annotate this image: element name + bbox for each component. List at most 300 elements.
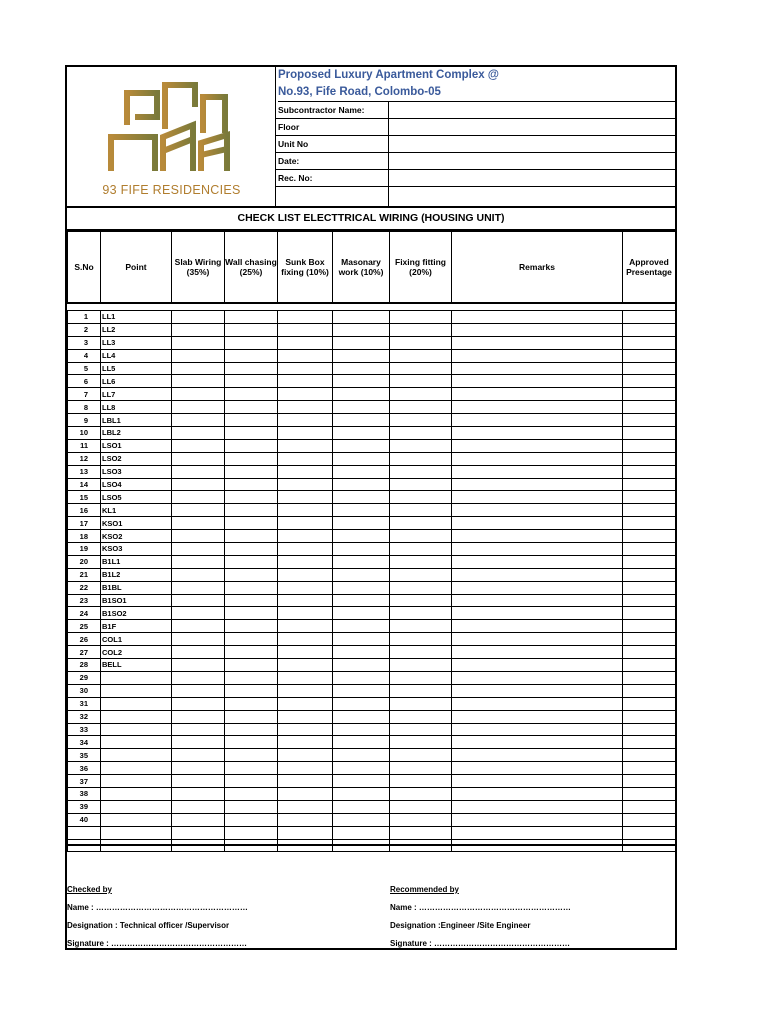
row-sno: 34 bbox=[68, 736, 101, 749]
cell-remarks[interactable] bbox=[452, 826, 623, 839]
cell-approved[interactable] bbox=[623, 581, 676, 594]
cell-approved[interactable] bbox=[623, 607, 676, 620]
cell-slab-wiring[interactable] bbox=[172, 504, 225, 517]
cell-masonary[interactable] bbox=[333, 362, 390, 375]
cell-sunk-box[interactable] bbox=[278, 826, 333, 839]
cell-remarks[interactable] bbox=[452, 749, 623, 762]
cell-masonary[interactable] bbox=[333, 517, 390, 530]
cell-remarks[interactable] bbox=[452, 697, 623, 710]
cell-fixing-fitting[interactable] bbox=[390, 659, 452, 672]
cell-slab-wiring[interactable] bbox=[172, 362, 225, 375]
cell-fixing-fitting[interactable] bbox=[390, 504, 452, 517]
cell-sunk-box[interactable] bbox=[278, 813, 333, 826]
cell-slab-wiring[interactable] bbox=[172, 465, 225, 478]
cell-fixing-fitting[interactable] bbox=[390, 684, 452, 697]
cell-slab-wiring[interactable] bbox=[172, 607, 225, 620]
cell-slab-wiring[interactable] bbox=[172, 710, 225, 723]
cell-slab-wiring[interactable] bbox=[172, 517, 225, 530]
cell-wall-chasing[interactable] bbox=[225, 517, 278, 530]
cell-remarks[interactable] bbox=[452, 349, 623, 362]
cell-approved[interactable] bbox=[623, 517, 676, 530]
cell-wall-chasing[interactable] bbox=[225, 620, 278, 633]
cell-sunk-box[interactable] bbox=[278, 581, 333, 594]
cell-slab-wiring[interactable] bbox=[172, 427, 225, 440]
cell-approved[interactable] bbox=[623, 813, 676, 826]
cell-approved[interactable] bbox=[623, 465, 676, 478]
cell-masonary[interactable] bbox=[333, 684, 390, 697]
cell-approved[interactable] bbox=[623, 311, 676, 324]
cell-wall-chasing[interactable] bbox=[225, 362, 278, 375]
cell-masonary[interactable] bbox=[333, 633, 390, 646]
cell-approved[interactable] bbox=[623, 439, 676, 452]
cell-fixing-fitting[interactable] bbox=[390, 311, 452, 324]
cell-slab-wiring[interactable] bbox=[172, 543, 225, 556]
cell-masonary[interactable] bbox=[333, 671, 390, 684]
cell-masonary[interactable] bbox=[333, 336, 390, 349]
cell-wall-chasing[interactable] bbox=[225, 813, 278, 826]
cell-remarks[interactable] bbox=[452, 723, 623, 736]
cell-sunk-box[interactable] bbox=[278, 620, 333, 633]
cell-wall-chasing[interactable] bbox=[225, 401, 278, 414]
cell-approved[interactable] bbox=[623, 659, 676, 672]
cell-slab-wiring[interactable] bbox=[172, 452, 225, 465]
cell-fixing-fitting[interactable] bbox=[390, 607, 452, 620]
cell-approved[interactable] bbox=[623, 775, 676, 788]
cell-approved[interactable] bbox=[623, 633, 676, 646]
cell-fixing-fitting[interactable] bbox=[390, 349, 452, 362]
cell-fixing-fitting[interactable] bbox=[390, 813, 452, 826]
cell-remarks[interactable] bbox=[452, 620, 623, 633]
cell-fixing-fitting[interactable] bbox=[390, 723, 452, 736]
cell-wall-chasing[interactable] bbox=[225, 478, 278, 491]
cell-sunk-box[interactable] bbox=[278, 684, 333, 697]
cell-slab-wiring[interactable] bbox=[172, 336, 225, 349]
table-row bbox=[68, 775, 676, 788]
cell-slab-wiring[interactable] bbox=[172, 414, 225, 427]
cell-sunk-box[interactable] bbox=[278, 659, 333, 672]
cell-approved[interactable] bbox=[623, 620, 676, 633]
cell-approved[interactable] bbox=[623, 362, 676, 375]
cell-slab-wiring[interactable] bbox=[172, 620, 225, 633]
cell-approved[interactable] bbox=[623, 491, 676, 504]
cell-remarks[interactable] bbox=[452, 375, 623, 388]
cell-fixing-fitting[interactable] bbox=[390, 646, 452, 659]
cell-slab-wiring[interactable] bbox=[172, 568, 225, 581]
cell-approved[interactable] bbox=[623, 478, 676, 491]
cell-remarks[interactable] bbox=[452, 323, 623, 336]
cell-wall-chasing[interactable] bbox=[225, 710, 278, 723]
cell-masonary[interactable] bbox=[333, 762, 390, 775]
cell-approved[interactable] bbox=[623, 349, 676, 362]
cell-masonary[interactable] bbox=[333, 787, 390, 800]
cell-approved[interactable] bbox=[623, 787, 676, 800]
cell-masonary[interactable] bbox=[333, 452, 390, 465]
cell-masonary[interactable] bbox=[333, 607, 390, 620]
cell-approved[interactable] bbox=[623, 336, 676, 349]
cell-sunk-box[interactable] bbox=[278, 401, 333, 414]
cell-slab-wiring[interactable] bbox=[172, 787, 225, 800]
cell-fixing-fitting[interactable] bbox=[390, 736, 452, 749]
cell-approved[interactable] bbox=[623, 375, 676, 388]
cell-sunk-box[interactable] bbox=[278, 710, 333, 723]
cell-wall-chasing[interactable] bbox=[225, 323, 278, 336]
cell-remarks[interactable] bbox=[452, 530, 623, 543]
cell-remarks[interactable] bbox=[452, 710, 623, 723]
cell-slab-wiring[interactable] bbox=[172, 762, 225, 775]
cell-remarks[interactable] bbox=[452, 800, 623, 813]
cell-sunk-box[interactable] bbox=[278, 375, 333, 388]
cell-wall-chasing[interactable] bbox=[225, 452, 278, 465]
cell-remarks[interactable] bbox=[452, 607, 623, 620]
cell-remarks[interactable] bbox=[452, 671, 623, 684]
cell-masonary[interactable] bbox=[333, 401, 390, 414]
cell-sunk-box[interactable] bbox=[278, 646, 333, 659]
cell-approved[interactable] bbox=[623, 568, 676, 581]
cell-masonary[interactable] bbox=[333, 530, 390, 543]
cell-masonary[interactable] bbox=[333, 543, 390, 556]
cell-approved[interactable] bbox=[623, 388, 676, 401]
cell-remarks[interactable] bbox=[452, 787, 623, 800]
cell-approved[interactable] bbox=[623, 594, 676, 607]
cell-wall-chasing[interactable] bbox=[225, 414, 278, 427]
cell-wall-chasing[interactable] bbox=[225, 465, 278, 478]
cell-remarks[interactable] bbox=[452, 362, 623, 375]
cell-approved[interactable] bbox=[623, 710, 676, 723]
cell-slab-wiring[interactable] bbox=[172, 633, 225, 646]
cell-approved[interactable] bbox=[623, 826, 676, 839]
cell-sunk-box[interactable] bbox=[278, 414, 333, 427]
cell-approved[interactable] bbox=[623, 323, 676, 336]
cell-fixing-fitting[interactable] bbox=[390, 543, 452, 556]
cell-masonary[interactable] bbox=[333, 414, 390, 427]
cell-remarks[interactable] bbox=[452, 775, 623, 788]
cell-approved[interactable] bbox=[623, 452, 676, 465]
cell-approved[interactable] bbox=[623, 427, 676, 440]
cell-sunk-box[interactable] bbox=[278, 517, 333, 530]
cell-sunk-box[interactable] bbox=[278, 504, 333, 517]
cell-wall-chasing[interactable] bbox=[225, 543, 278, 556]
cell-wall-chasing[interactable] bbox=[225, 787, 278, 800]
cell-slab-wiring[interactable] bbox=[172, 826, 225, 839]
cell-fixing-fitting[interactable] bbox=[390, 620, 452, 633]
cell-wall-chasing[interactable] bbox=[225, 646, 278, 659]
cell-sunk-box[interactable] bbox=[278, 800, 333, 813]
cell-fixing-fitting[interactable] bbox=[390, 762, 452, 775]
cell-remarks[interactable] bbox=[452, 555, 623, 568]
cell-slab-wiring[interactable] bbox=[172, 684, 225, 697]
cell-remarks[interactable] bbox=[452, 401, 623, 414]
cell-wall-chasing[interactable] bbox=[225, 633, 278, 646]
cell-wall-chasing[interactable] bbox=[225, 581, 278, 594]
cell-wall-chasing[interactable] bbox=[225, 555, 278, 568]
cell-masonary[interactable] bbox=[333, 323, 390, 336]
cell-wall-chasing[interactable] bbox=[225, 375, 278, 388]
cell-wall-chasing[interactable] bbox=[225, 684, 278, 697]
cell-approved[interactable] bbox=[623, 543, 676, 556]
rec-field[interactable] bbox=[388, 170, 677, 186]
subcontractor-field[interactable] bbox=[388, 102, 677, 118]
cell-fixing-fitting[interactable] bbox=[390, 555, 452, 568]
cell-remarks[interactable] bbox=[452, 581, 623, 594]
cell-wall-chasing[interactable] bbox=[225, 504, 278, 517]
cell-fixing-fitting[interactable] bbox=[390, 710, 452, 723]
cell-sunk-box[interactable] bbox=[278, 427, 333, 440]
cell-slab-wiring[interactable] bbox=[172, 401, 225, 414]
cell-sunk-box[interactable] bbox=[278, 491, 333, 504]
cell-fixing-fitting[interactable] bbox=[390, 452, 452, 465]
cell-remarks[interactable] bbox=[452, 684, 623, 697]
cell-remarks[interactable] bbox=[452, 465, 623, 478]
cell-wall-chasing[interactable] bbox=[225, 568, 278, 581]
cell-wall-chasing[interactable] bbox=[225, 427, 278, 440]
cell-wall-chasing[interactable] bbox=[225, 491, 278, 504]
cell-wall-chasing[interactable] bbox=[225, 800, 278, 813]
cell-fixing-fitting[interactable] bbox=[390, 478, 452, 491]
cell-remarks[interactable] bbox=[452, 517, 623, 530]
cell-masonary[interactable] bbox=[333, 749, 390, 762]
cell-slab-wiring[interactable] bbox=[172, 723, 225, 736]
recommended-by-name[interactable]: Name : ………………………………………………… bbox=[390, 903, 571, 912]
cell-fixing-fitting[interactable] bbox=[390, 491, 452, 504]
cell-sunk-box[interactable] bbox=[278, 555, 333, 568]
cell-remarks[interactable] bbox=[452, 659, 623, 672]
cell-masonary[interactable] bbox=[333, 427, 390, 440]
cell-masonary[interactable] bbox=[333, 736, 390, 749]
cell-remarks[interactable] bbox=[452, 504, 623, 517]
cell-remarks[interactable] bbox=[452, 762, 623, 775]
cell-approved[interactable] bbox=[623, 762, 676, 775]
cell-wall-chasing[interactable] bbox=[225, 775, 278, 788]
cell-wall-chasing[interactable] bbox=[225, 736, 278, 749]
cell-sunk-box[interactable] bbox=[278, 697, 333, 710]
cell-masonary[interactable] bbox=[333, 568, 390, 581]
cell-masonary[interactable] bbox=[333, 388, 390, 401]
cell-masonary[interactable] bbox=[333, 311, 390, 324]
recommended-by-signature[interactable]: Signature : …………………………………………… bbox=[390, 939, 571, 948]
floor-field[interactable] bbox=[388, 119, 677, 135]
cell-approved[interactable] bbox=[623, 414, 676, 427]
cell-wall-chasing[interactable] bbox=[225, 439, 278, 452]
cell-masonary[interactable] bbox=[333, 349, 390, 362]
cell-approved[interactable] bbox=[623, 736, 676, 749]
cell-masonary[interactable] bbox=[333, 465, 390, 478]
cell-fixing-fitting[interactable] bbox=[390, 323, 452, 336]
cell-fixing-fitting[interactable] bbox=[390, 336, 452, 349]
cell-slab-wiring[interactable] bbox=[172, 671, 225, 684]
cell-masonary[interactable] bbox=[333, 775, 390, 788]
cell-wall-chasing[interactable] bbox=[225, 311, 278, 324]
cell-slab-wiring[interactable] bbox=[172, 530, 225, 543]
cell-approved[interactable] bbox=[623, 504, 676, 517]
cell-slab-wiring[interactable] bbox=[172, 813, 225, 826]
cell-wall-chasing[interactable] bbox=[225, 594, 278, 607]
cell-approved[interactable] bbox=[623, 530, 676, 543]
cell-fixing-fitting[interactable] bbox=[390, 633, 452, 646]
cell-slab-wiring[interactable] bbox=[172, 594, 225, 607]
cell-fixing-fitting[interactable] bbox=[390, 671, 452, 684]
cell-slab-wiring[interactable] bbox=[172, 439, 225, 452]
cell-fixing-fitting[interactable] bbox=[390, 800, 452, 813]
cell-sunk-box[interactable] bbox=[278, 607, 333, 620]
cell-fixing-fitting[interactable] bbox=[390, 439, 452, 452]
cell-wall-chasing[interactable] bbox=[225, 336, 278, 349]
cell-masonary[interactable] bbox=[333, 697, 390, 710]
cell-sunk-box[interactable] bbox=[278, 530, 333, 543]
cell-remarks[interactable] bbox=[452, 427, 623, 440]
checked-by-name[interactable]: Name : ………………………………………………… bbox=[67, 903, 248, 912]
checked-by-signature[interactable]: Signature : …………………………………………… bbox=[67, 939, 248, 948]
cell-wall-chasing[interactable] bbox=[225, 388, 278, 401]
cell-approved[interactable] bbox=[623, 749, 676, 762]
cell-remarks[interactable] bbox=[452, 594, 623, 607]
cell-masonary[interactable] bbox=[333, 375, 390, 388]
cell-sunk-box[interactable] bbox=[278, 633, 333, 646]
cell-remarks[interactable] bbox=[452, 452, 623, 465]
cell-sunk-box[interactable] bbox=[278, 568, 333, 581]
cell-remarks[interactable] bbox=[452, 414, 623, 427]
cell-fixing-fitting[interactable] bbox=[390, 362, 452, 375]
cell-approved[interactable] bbox=[623, 671, 676, 684]
cell-sunk-box[interactable] bbox=[278, 349, 333, 362]
cell-slab-wiring[interactable] bbox=[172, 388, 225, 401]
cell-sunk-box[interactable] bbox=[278, 762, 333, 775]
cell-wall-chasing[interactable] bbox=[225, 762, 278, 775]
cell-approved[interactable] bbox=[623, 401, 676, 414]
cell-masonary[interactable] bbox=[333, 478, 390, 491]
cell-slab-wiring[interactable] bbox=[172, 375, 225, 388]
cell-approved[interactable] bbox=[623, 723, 676, 736]
cell-remarks[interactable] bbox=[452, 633, 623, 646]
blank-field[interactable] bbox=[388, 187, 677, 206]
cell-slab-wiring[interactable] bbox=[172, 581, 225, 594]
cell-masonary[interactable] bbox=[333, 581, 390, 594]
cell-wall-chasing[interactable] bbox=[225, 349, 278, 362]
cell-masonary[interactable] bbox=[333, 813, 390, 826]
cell-masonary[interactable] bbox=[333, 620, 390, 633]
cell-approved[interactable] bbox=[623, 697, 676, 710]
date-field[interactable] bbox=[388, 153, 677, 169]
cell-fixing-fitting[interactable] bbox=[390, 414, 452, 427]
cell-sunk-box[interactable] bbox=[278, 336, 333, 349]
cell-fixing-fitting[interactable] bbox=[390, 826, 452, 839]
cell-fixing-fitting[interactable] bbox=[390, 427, 452, 440]
cell-remarks[interactable] bbox=[452, 568, 623, 581]
cell-remarks[interactable] bbox=[452, 736, 623, 749]
cell-sunk-box[interactable] bbox=[278, 323, 333, 336]
cell-sunk-box[interactable] bbox=[278, 749, 333, 762]
cell-sunk-box[interactable] bbox=[278, 388, 333, 401]
cell-fixing-fitting[interactable] bbox=[390, 568, 452, 581]
cell-sunk-box[interactable] bbox=[278, 543, 333, 556]
unit-field[interactable] bbox=[388, 136, 677, 152]
cell-masonary[interactable] bbox=[333, 594, 390, 607]
cell-masonary[interactable] bbox=[333, 491, 390, 504]
cell-fixing-fitting[interactable] bbox=[390, 517, 452, 530]
cell-slab-wiring[interactable] bbox=[172, 749, 225, 762]
cell-masonary[interactable] bbox=[333, 826, 390, 839]
cell-masonary[interactable] bbox=[333, 646, 390, 659]
cell-wall-chasing[interactable] bbox=[225, 826, 278, 839]
cell-sunk-box[interactable] bbox=[278, 671, 333, 684]
cell-wall-chasing[interactable] bbox=[225, 671, 278, 684]
cell-slab-wiring[interactable] bbox=[172, 478, 225, 491]
cell-wall-chasing[interactable] bbox=[225, 607, 278, 620]
cell-fixing-fitting[interactable] bbox=[390, 375, 452, 388]
cell-masonary[interactable] bbox=[333, 555, 390, 568]
cell-fixing-fitting[interactable] bbox=[390, 775, 452, 788]
cell-sunk-box[interactable] bbox=[278, 723, 333, 736]
cell-slab-wiring[interactable] bbox=[172, 646, 225, 659]
cell-fixing-fitting[interactable] bbox=[390, 787, 452, 800]
cell-fixing-fitting[interactable] bbox=[390, 388, 452, 401]
cell-masonary[interactable] bbox=[333, 710, 390, 723]
cell-fixing-fitting[interactable] bbox=[390, 749, 452, 762]
cell-slab-wiring[interactable] bbox=[172, 775, 225, 788]
cell-remarks[interactable] bbox=[452, 646, 623, 659]
cell-sunk-box[interactable] bbox=[278, 311, 333, 324]
cell-masonary[interactable] bbox=[333, 723, 390, 736]
cell-wall-chasing[interactable] bbox=[225, 659, 278, 672]
cell-sunk-box[interactable] bbox=[278, 775, 333, 788]
cell-remarks[interactable] bbox=[452, 311, 623, 324]
cell-wall-chasing[interactable] bbox=[225, 749, 278, 762]
cell-slab-wiring[interactable] bbox=[172, 659, 225, 672]
cell-remarks[interactable] bbox=[452, 336, 623, 349]
cell-remarks[interactable] bbox=[452, 478, 623, 491]
cell-sunk-box[interactable] bbox=[278, 439, 333, 452]
cell-sunk-box[interactable] bbox=[278, 465, 333, 478]
cell-wall-chasing[interactable] bbox=[225, 530, 278, 543]
cell-slab-wiring[interactable] bbox=[172, 349, 225, 362]
cell-approved[interactable] bbox=[623, 684, 676, 697]
cell-masonary[interactable] bbox=[333, 800, 390, 813]
cell-approved[interactable] bbox=[623, 646, 676, 659]
cell-approved[interactable] bbox=[623, 800, 676, 813]
cell-remarks[interactable] bbox=[452, 439, 623, 452]
cell-fixing-fitting[interactable] bbox=[390, 697, 452, 710]
cell-fixing-fitting[interactable] bbox=[390, 465, 452, 478]
cell-sunk-box[interactable] bbox=[278, 736, 333, 749]
cell-slab-wiring[interactable] bbox=[172, 491, 225, 504]
cell-slab-wiring[interactable] bbox=[172, 311, 225, 324]
cell-masonary[interactable] bbox=[333, 659, 390, 672]
cell-sunk-box[interactable] bbox=[278, 478, 333, 491]
cell-slab-wiring[interactable] bbox=[172, 800, 225, 813]
cell-slab-wiring[interactable] bbox=[172, 736, 225, 749]
cell-fixing-fitting[interactable] bbox=[390, 530, 452, 543]
cell-masonary[interactable] bbox=[333, 439, 390, 452]
cell-masonary[interactable] bbox=[333, 504, 390, 517]
cell-remarks[interactable] bbox=[452, 543, 623, 556]
cell-slab-wiring[interactable] bbox=[172, 323, 225, 336]
cell-fixing-fitting[interactable] bbox=[390, 581, 452, 594]
cell-remarks[interactable] bbox=[452, 813, 623, 826]
cell-sunk-box[interactable] bbox=[278, 787, 333, 800]
cell-remarks[interactable] bbox=[452, 491, 623, 504]
cell-wall-chasing[interactable] bbox=[225, 723, 278, 736]
cell-sunk-box[interactable] bbox=[278, 362, 333, 375]
cell-sunk-box[interactable] bbox=[278, 594, 333, 607]
cell-remarks[interactable] bbox=[452, 388, 623, 401]
cell-slab-wiring[interactable] bbox=[172, 697, 225, 710]
cell-fixing-fitting[interactable] bbox=[390, 401, 452, 414]
cell-sunk-box[interactable] bbox=[278, 452, 333, 465]
cell-approved[interactable] bbox=[623, 555, 676, 568]
cell-slab-wiring[interactable] bbox=[172, 555, 225, 568]
cell-wall-chasing[interactable] bbox=[225, 697, 278, 710]
table-row bbox=[68, 671, 676, 684]
cell-fixing-fitting[interactable] bbox=[390, 594, 452, 607]
